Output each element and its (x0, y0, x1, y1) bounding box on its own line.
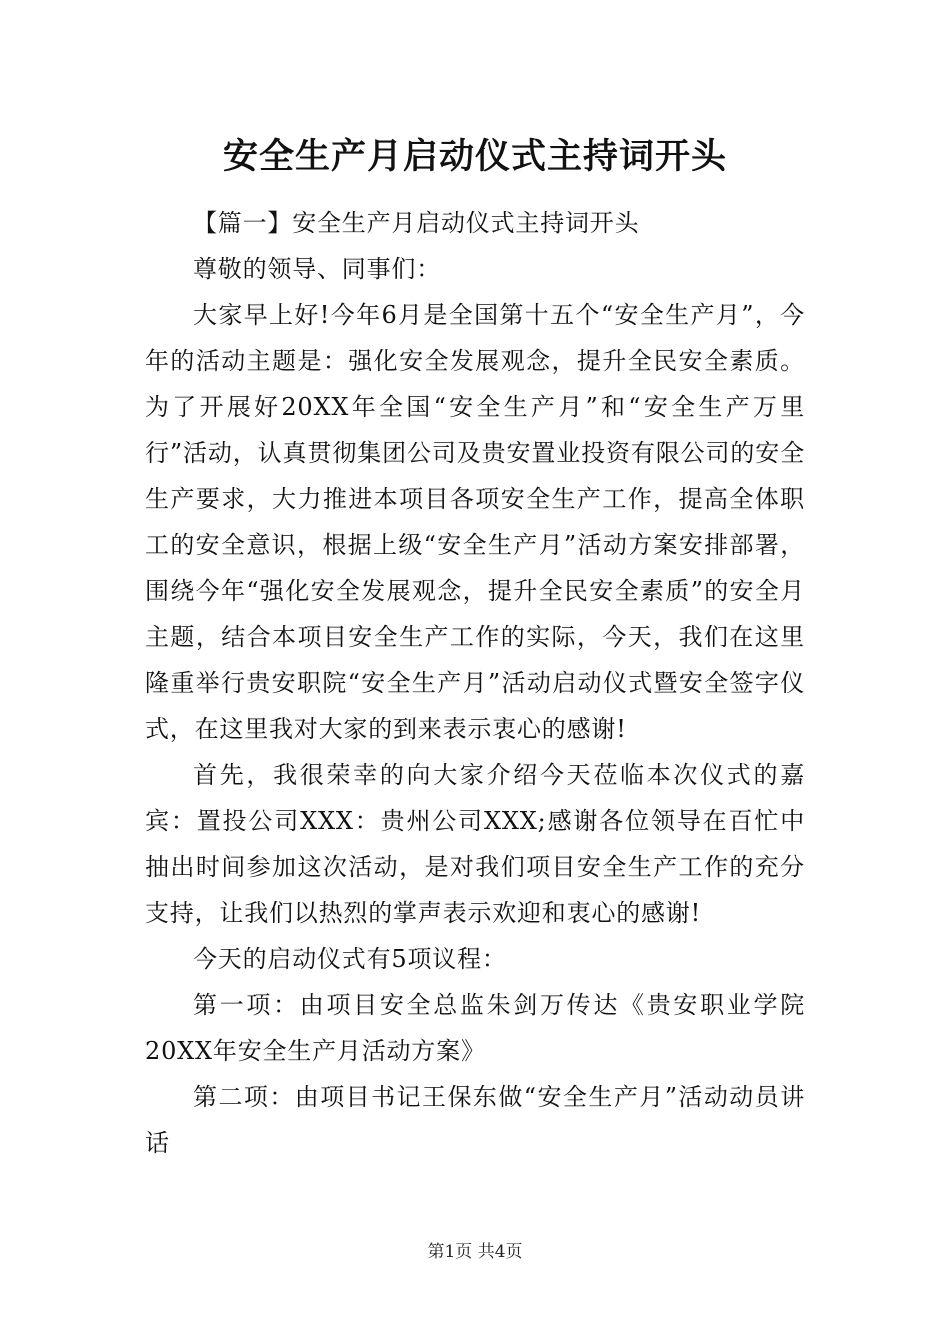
page-footer: 第1页 共4页 (427, 1242, 523, 1262)
agenda-item-1: 第一项：由项目安全总监朱剑万传达《贵安职业学院20XX年安全生产月活动方案》 (145, 991, 805, 1065)
document-body (145, 200, 805, 1166)
document-title: 安全生产月启动仪式主持词开头 (222, 136, 727, 177)
salutation: 尊敬的领导、同事们： (193, 255, 441, 283)
paragraph-agenda-intro: 今天的启动仪式有5项议程： (193, 945, 507, 973)
agenda-item-2: 第二项：由项目书记王保东做“安全生产月”活动动员讲话 (145, 1083, 805, 1157)
paragraph-opening: 大家早上好!今年6月是全国第十五个“安全生产月”，今年的活动主题是：强化安全发展观念，提升全民安全素质。为了开展好20XX年全国“安全生产月”和“安全生产万里行”活动，认真贯彻集团公司及贵安置业投资有限公司的安全生产要求，大力推进本项目各项安全生产工作，提高全体职工的安全意识，根据上级“安全生产月”活动方案安排部署，围绕今年“强化安全发展观念，提升全民安全素质”的安全月主题，结合本项目安全生产工作的实际，今天，我们在这里隆重举行贵安职院“安全生产月”活动启动仪式暨安全签字仪式，在这里我对大家的到来表示衷心的感谢! (145, 301, 805, 743)
section-heading: 【篇一】安全生产月启动仪式主持词开头 (193, 209, 640, 237)
paragraph-guests: 首先，我很荣幸的向大家介绍今天莅临本次仪式的嘉宾：置投公司XXX：贵州公司XXX;感谢各位领导在百忙中抽出时间参加这次活动，是对我们项目安全生产工作的充分支持，让我们以热烈的掌声表示欢迎和衷心的感谢! (145, 761, 805, 927)
